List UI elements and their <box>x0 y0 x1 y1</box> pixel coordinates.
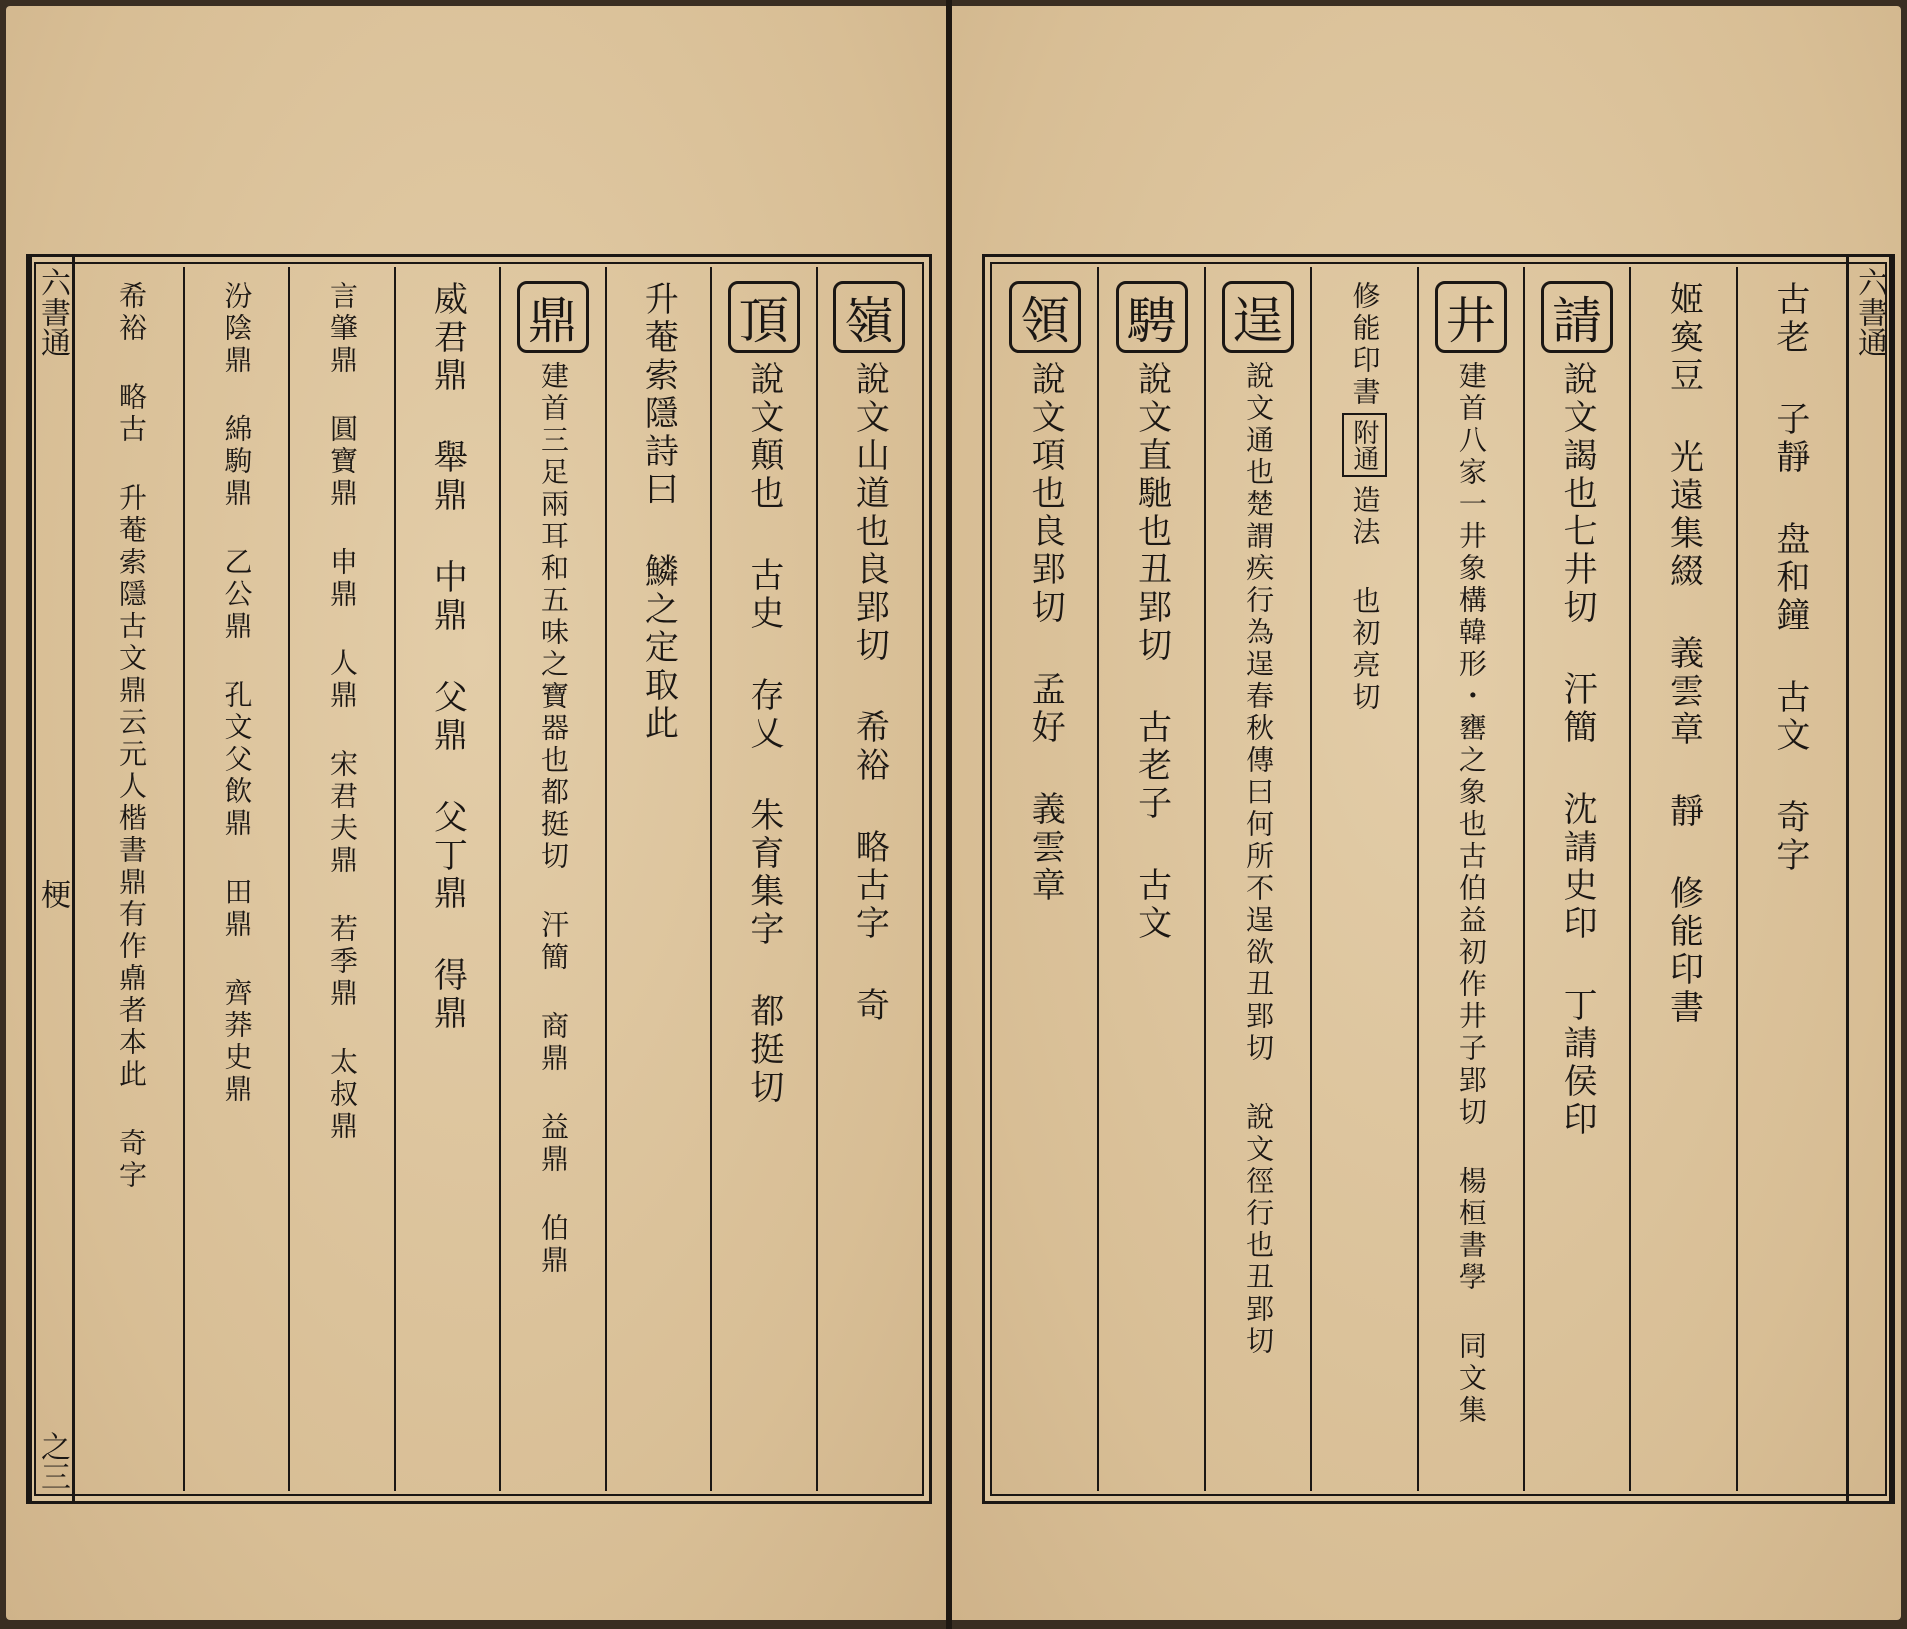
entry-head-character: 請 <box>1541 281 1613 353</box>
text-column <box>1204 267 1310 1491</box>
entry-text: 說文直馳也丑郢切 古老子 古文 <box>1131 361 1172 943</box>
text-column <box>288 267 394 1491</box>
left-page-spine <box>29 257 75 1501</box>
entry-text-tail: 造法 也初亮切 <box>1348 485 1382 714</box>
text-column <box>394 267 500 1491</box>
text-column <box>1097 267 1203 1491</box>
text-column <box>79 267 183 1491</box>
left-page <box>6 6 946 1620</box>
entry-text: 姬寏豆 光遠集綴 義雲章 靜 修能印書 <box>1663 281 1704 1027</box>
text-column <box>1736 267 1842 1491</box>
entry-text: 修能印書 <box>1348 281 1382 409</box>
text-column <box>816 267 922 1491</box>
text-column <box>1310 267 1416 1491</box>
entry-text: 建首八家一井象構韓形・罋之象也古伯益初作井子郢切 楊桓書學 同文集 <box>1454 361 1488 1427</box>
text-column <box>1629 267 1735 1491</box>
entry-text: 威君鼎 舉鼎 中鼎 父鼎 父丁鼎 得鼎 <box>427 281 468 1033</box>
right-page-columns <box>993 267 1842 1491</box>
entry-text: 升菴索隱詩曰 鱗之定取此 <box>638 281 679 743</box>
text-column <box>605 267 711 1491</box>
entry-text: 古老 子靜 盘和鐘 古文 奇字 <box>1769 281 1810 875</box>
left-page-columns <box>79 267 921 1491</box>
entry-text: 說文山道也良郢切 希裕 略古字 奇 <box>849 361 890 1025</box>
spine-page-number: 之三 <box>35 1431 70 1491</box>
spine-title: 六書通 <box>1852 267 1887 357</box>
spine-section: 梗 <box>35 879 70 909</box>
right-page <box>952 6 1901 1620</box>
text-column <box>1523 267 1629 1491</box>
text-column <box>1417 267 1523 1491</box>
entry-text: 說文項也良郢切 孟好 義雲章 <box>1025 361 1066 905</box>
entry-head-character: 逞 <box>1222 281 1294 353</box>
spine-title: 六書通 <box>35 267 70 357</box>
entry-head-character: 騁 <box>1116 281 1188 353</box>
entry-text: 建首三足兩耳和五味之寶器也都挺切 汗簡 商鼎 益鼎 伯鼎 <box>536 361 570 1277</box>
entry-head-character: 井 <box>1435 281 1507 353</box>
entry-text: 說文謁也七井切 汗簡 沈請史印 丁請侯印 <box>1557 361 1598 1139</box>
entry-text: 汾陰鼎 綿駒鼎 乙公鼎 孔文父飲鼎 田鼎 齊莽史鼎 <box>220 281 254 1106</box>
appendix-tag: 附通 <box>1342 413 1387 477</box>
right-page-spine <box>1846 257 1892 1501</box>
entry-text: 希裕 略古 升菴索隱古文鼎云元人楷書鼎有作鼑者本此 奇字 <box>114 281 148 1192</box>
entry-text: 說文顛也 古史 存乂 朱育集字 都挺切 <box>743 361 784 1107</box>
right-page-frame <box>982 254 1895 1504</box>
text-column <box>499 267 605 1491</box>
text-column <box>993 267 1097 1491</box>
entry-text: 說文通也楚謂疾行為逞春秋傳曰何所不逞欲丑郢切 說文徑行也丑郢切 <box>1242 361 1276 1358</box>
entry-head-character: 鼎 <box>517 281 589 353</box>
text-column <box>183 267 289 1491</box>
entry-head-character: 領 <box>1009 281 1081 353</box>
text-column <box>710 267 816 1491</box>
left-page-frame <box>26 254 932 1504</box>
entry-text: 言肇鼎 圓寶鼎 申鼎 人鼎 宋君夫鼎 若季鼎 太叔鼎 <box>325 281 359 1143</box>
entry-head-character: 嶺 <box>833 281 905 353</box>
entry-head-character: 頂 <box>728 281 800 353</box>
